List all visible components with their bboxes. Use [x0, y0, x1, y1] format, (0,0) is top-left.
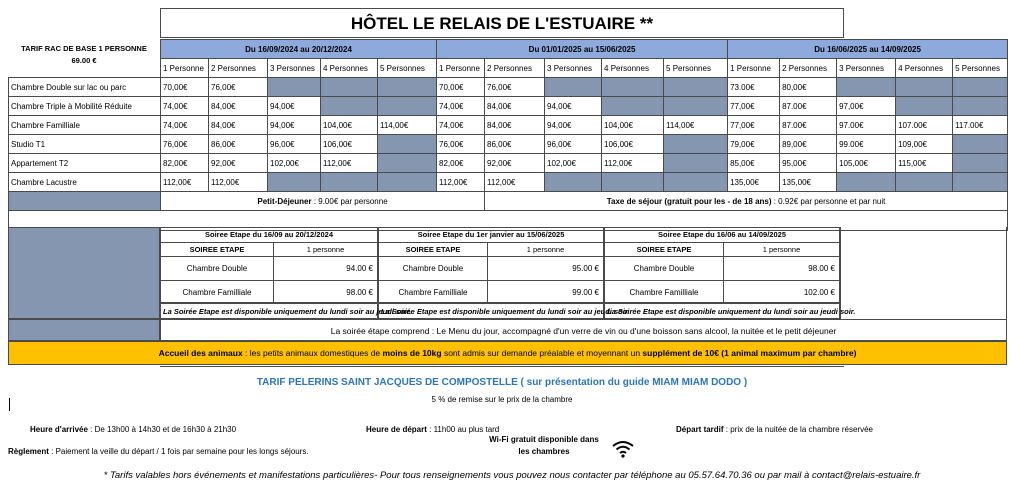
soiree-header-row — [161, 243, 377, 257]
rules-info — [8, 447, 309, 456]
soiree-block — [160, 227, 378, 303]
soiree-persons-header: 1 personne — [762, 245, 801, 254]
hotel-title: HÔTEL LE RELAIS DE L'ESTUAIRE ** — [160, 8, 844, 38]
price-cell: 106,00€ — [321, 135, 378, 154]
price-cell: 109,00€ — [896, 135, 953, 154]
price-cell: 74,00€ — [161, 116, 209, 135]
tax-text: : 0.92€ par personne et par nuit — [771, 196, 886, 206]
price-cell: 94,00€ — [545, 116, 602, 135]
price-cell: 112,00€ — [321, 154, 378, 173]
period-header-3: Du 16/06/2025 au 14/09/2025 — [728, 40, 1008, 59]
soiree-room-label: Chambre Familliale — [379, 281, 488, 304]
room-row — [9, 135, 1008, 154]
soiree-price: 102.00 € — [803, 288, 835, 297]
pilgrim-discount: 5 % de remise sur le prix de la chambre — [431, 395, 573, 404]
price-cell — [953, 135, 1008, 154]
price-cell: 106,00€ — [602, 135, 664, 154]
price-cell: 135,00€ — [780, 173, 837, 192]
breakfast-cell — [161, 192, 485, 211]
persons-header-cell: 4 Personnes — [321, 59, 378, 78]
room-rows — [9, 78, 1008, 192]
room-name: Chambre Triple à Mobilité Réduite — [9, 97, 161, 116]
tax-label: Taxe de séjour (gratuit pour les - de 18 ans) — [606, 196, 772, 206]
room-row — [9, 116, 1008, 135]
price-cell: 82,00€ — [437, 154, 485, 173]
period-header-1: Du 16/09/2024 au 20/12/2024 — [161, 40, 437, 59]
room-name: Chambre Lacustre — [9, 173, 161, 192]
pilgrim-title: TARIF PELERINS SAINT JACQUES DE COMPOSTELLE ( sur présentation du guide MIAM MIAM DODO ) — [256, 377, 748, 388]
price-cell: 94,00€ — [545, 97, 602, 116]
soiree-persons-header: 1 personne — [306, 245, 345, 254]
price-cell — [378, 135, 437, 154]
price-cell — [953, 154, 1008, 173]
soiree-room-label: Chambre Familliale — [605, 281, 724, 304]
price-cell: 112,00€ — [485, 173, 545, 192]
persons-header-cell: 3 Personnes — [837, 59, 896, 78]
price-cell: 84,00€ — [485, 116, 545, 135]
price-cell — [321, 78, 378, 97]
soiree-block — [604, 227, 840, 303]
price-cell: 92,00€ — [209, 154, 268, 173]
room-row — [9, 173, 1008, 192]
price-cell: 86,00€ — [209, 135, 268, 154]
price-cell — [268, 173, 321, 192]
base-rate-price: 69.00 € — [71, 56, 97, 65]
price-cell: 96,00€ — [268, 135, 321, 154]
price-cell: 84,00€ — [485, 97, 545, 116]
animals-label: Accueil des animaux — [158, 348, 243, 358]
soiree-row — [605, 257, 839, 281]
price-cell: 76,00€ — [485, 78, 545, 97]
persons-header-row — [9, 59, 1008, 78]
room-name: Appartement T2 — [9, 154, 161, 173]
soiree-note-2: La Soirée Etape est disponible uniquement du lundi soir au jeudi soir. — [378, 303, 604, 319]
price-cell: 112,00€ — [602, 154, 664, 173]
price-cell: 107.00€ — [896, 116, 953, 135]
price-cell — [664, 97, 728, 116]
price-cell: 84,00€ — [209, 116, 268, 135]
soiree-title: Soiree Etape du 16/06 au 14/09/2025 — [605, 228, 839, 243]
price-cell — [664, 78, 728, 97]
price-cell: 112,00€ — [209, 173, 268, 192]
wifi-info — [484, 434, 604, 458]
soiree-price: 98.00 € — [346, 288, 373, 297]
wifi-line-2: les chambres — [518, 447, 570, 456]
price-cell — [321, 173, 378, 192]
persons-header-cell: 3 Personnes — [545, 59, 602, 78]
includes-side-block — [8, 319, 160, 341]
soiree-note-3: La Soirée Etape est disponible uniquement du lundi soir au jeudi soir. — [604, 303, 840, 319]
extras-row — [9, 192, 1008, 211]
persons-header-cell: 1 Personne — [161, 59, 209, 78]
price-cell: 97,00€ — [837, 97, 896, 116]
price-cell: 80,00€ — [780, 78, 837, 97]
base-rate-label: TARIF RAC DE BASE 1 PERSONNE — [21, 44, 147, 53]
rules-text: : Paiement la veille du départ / 1 fois par semaine pour les longs séjours. — [48, 447, 309, 456]
price-cell: 95,00€ — [780, 154, 837, 173]
persons-header-cell: 4 Personnes — [896, 59, 953, 78]
soiree-row — [161, 281, 377, 304]
room-row — [9, 154, 1008, 173]
animals-text-1: : les petits animaux domestiques de — [242, 348, 383, 358]
soiree-col-header: SOIREE ETAPE — [605, 243, 724, 256]
soiree-title: Soiree Etape du 1er janvier au 15/06/2025 — [379, 228, 603, 243]
soiree-room-label: Chambre Double — [605, 257, 724, 280]
price-cell — [953, 173, 1008, 192]
soiree-price: 98.00 € — [808, 264, 835, 273]
soiree-room-label: Chambre Double — [161, 257, 274, 280]
price-cell: 114,00€ — [378, 116, 437, 135]
late-text: : prix de la nuitée de la chambre réservée — [723, 425, 873, 434]
price-cell: 96,00€ — [545, 135, 602, 154]
price-cell — [953, 78, 1008, 97]
price-cell — [378, 97, 437, 116]
price-cell: 73.00€ — [728, 78, 780, 97]
late-departure-info — [676, 425, 873, 434]
animals-banner — [8, 341, 1007, 365]
persons-header-cell: 2 Personnes — [209, 59, 268, 78]
departure-info — [366, 425, 499, 434]
price-cell: 77,00€ — [728, 97, 780, 116]
price-cell: 135,00€ — [728, 173, 780, 192]
persons-header-cell: 2 Personnes — [485, 59, 545, 78]
price-cell — [953, 97, 1008, 116]
arrival-info — [30, 425, 236, 434]
persons-header-cell: 2 Personnes — [780, 59, 837, 78]
room-name: Chambre Familliale — [9, 116, 161, 135]
price-cell: 94,00€ — [268, 97, 321, 116]
period-header-2: Du 01/01/2025 au 15/06/2025 — [437, 40, 728, 59]
price-cell: 104,00€ — [321, 116, 378, 135]
price-cell — [268, 78, 321, 97]
persons-header-cell: 1 Personne — [437, 59, 485, 78]
price-cell — [664, 135, 728, 154]
price-cell: 112,00€ — [161, 173, 209, 192]
price-cell: 85,00€ — [728, 154, 780, 173]
price-cell: 89,00€ — [780, 135, 837, 154]
late-label: Départ tardif — [676, 425, 724, 434]
price-cell: 76,00€ — [437, 135, 485, 154]
animals-text-2: sont admis sur demande préalable et moyennant un — [441, 348, 643, 358]
soiree-side-block — [8, 227, 160, 319]
price-cell — [545, 78, 602, 97]
arrival-label: Heure d'arrivée — [30, 425, 88, 434]
arrival-text: : De 13h00 à 14h30 et de 16h30 à 21h30 — [87, 425, 237, 434]
price-cell — [545, 173, 602, 192]
price-cell: 87.00€ — [780, 97, 837, 116]
price-cell — [896, 97, 953, 116]
price-cell: 70,00€ — [437, 78, 485, 97]
soiree-room-label: Chambre Familliale — [161, 281, 274, 304]
rules-label: Règlement — [8, 447, 49, 456]
price-cell — [837, 173, 896, 192]
soiree-room-label: Chambre Double — [379, 257, 488, 280]
price-cell: 74,00€ — [437, 97, 485, 116]
wifi-line-1: Wi-Fi gratuit disponible dans — [489, 435, 599, 444]
soiree-header-row — [605, 243, 839, 257]
price-cell: 99.00€ — [837, 135, 896, 154]
price-cell: 97.00€ — [837, 116, 896, 135]
soiree-price: 94.00 € — [346, 264, 373, 273]
price-cell — [896, 78, 953, 97]
price-cell — [602, 173, 664, 192]
price-cell: 70,00€ — [161, 78, 209, 97]
price-cell: 92,00€ — [485, 154, 545, 173]
animals-bold-1: moins de 10kg — [382, 348, 442, 358]
room-row — [9, 97, 1008, 116]
departure-label: Heure de départ — [366, 425, 427, 434]
persons-header-cell: 5 Personnes — [378, 59, 437, 78]
breakfast-text: : 9.00€ par personne — [311, 196, 388, 206]
animals-bold-2: supplément de 10€ (1 animal maximum par chambre) — [642, 348, 857, 358]
wifi-icon — [611, 440, 635, 458]
price-cell — [664, 173, 728, 192]
price-cell: 102,00€ — [545, 154, 602, 173]
price-cell: 87.00€ — [780, 116, 837, 135]
price-cell: 117.00€ — [953, 116, 1008, 135]
price-cell — [378, 78, 437, 97]
departure-text: : 11h00 au plus tard — [426, 425, 500, 434]
room-name: Chambre Double sur lac ou parc — [9, 78, 161, 97]
soiree-row — [379, 281, 603, 304]
price-cell: 105,00€ — [837, 154, 896, 173]
soiree-block — [378, 227, 604, 303]
price-cell — [602, 97, 664, 116]
price-cell: 76,00€ — [161, 135, 209, 154]
price-cell: 102,00€ — [268, 154, 321, 173]
pilgrim-divider — [160, 366, 844, 367]
persons-header-cell: 5 Personnes — [664, 59, 728, 78]
price-cell: 114,00€ — [664, 116, 728, 135]
cursor-mark — [9, 398, 10, 411]
soiree-row — [379, 257, 603, 281]
soiree-right-block — [840, 227, 1007, 319]
soiree-note-1: La Soirée Etape est disponible uniquement du lundi soir au jeudi soir. — [160, 303, 378, 319]
breakfast-label: Petit-Déjeuner — [257, 196, 312, 206]
price-cell: 76,00€ — [209, 78, 268, 97]
price-cell — [602, 78, 664, 97]
tax-cell — [485, 192, 1008, 211]
price-cell: 84,00€ — [209, 97, 268, 116]
footer-note: * Tarifs valables hors événements et manifestations particulières- Pour tous renseignements vous pouvez nous contacter par téléphone au 05.57.64.70.36 ou par mail à contact@relais-estuaire.fr — [103, 470, 921, 481]
price-cell: 82,00€ — [161, 154, 209, 173]
room-row — [9, 78, 1008, 97]
price-cell — [664, 154, 728, 173]
price-cell: 104,00€ — [602, 116, 664, 135]
soiree-title: Soiree Etape du 16/09 au 20/12/2024 — [161, 228, 377, 243]
soiree-price: 99.00 € — [572, 288, 599, 297]
price-cell — [321, 97, 378, 116]
price-cell: 79,00€ — [728, 135, 780, 154]
persons-header-cell: 1 Personne — [728, 59, 780, 78]
persons-header-cell: 4 Personnes — [602, 59, 664, 78]
price-cell: 86,00€ — [485, 135, 545, 154]
room-name: Studio T1 — [9, 135, 161, 154]
soiree-price: 95.00 € — [572, 264, 599, 273]
soiree-row — [605, 281, 839, 304]
soiree-persons-header: 1 personne — [526, 245, 565, 254]
soiree-includes: La soirée étape comprend : Le Menu du jour, accompagné d'un verre de vin ou d'une boisson sans alcool, la nuitée et le petit déjeuner — [160, 319, 1007, 341]
price-cell: 74,00€ — [437, 116, 485, 135]
price-cell: 77,00€ — [728, 116, 780, 135]
price-cell: 115,00€ — [896, 154, 953, 173]
price-cell — [378, 154, 437, 173]
soiree-col-header: SOIREE ETAPE — [161, 243, 274, 256]
price-cell: 94,00€ — [268, 116, 321, 135]
price-cell — [378, 173, 437, 192]
persons-header-cell: 3 Personnes — [268, 59, 321, 78]
price-cell: 112,00€ — [437, 173, 485, 192]
soiree-header-row — [379, 243, 603, 257]
price-cell — [896, 173, 953, 192]
soiree-col-header: SOIREE ETAPE — [379, 243, 488, 256]
price-cell — [837, 78, 896, 97]
rate-table — [8, 39, 1008, 231]
soiree-row — [161, 257, 377, 281]
persons-header-cell: 5 Personnes — [953, 59, 1008, 78]
price-cell: 74,00€ — [161, 97, 209, 116]
